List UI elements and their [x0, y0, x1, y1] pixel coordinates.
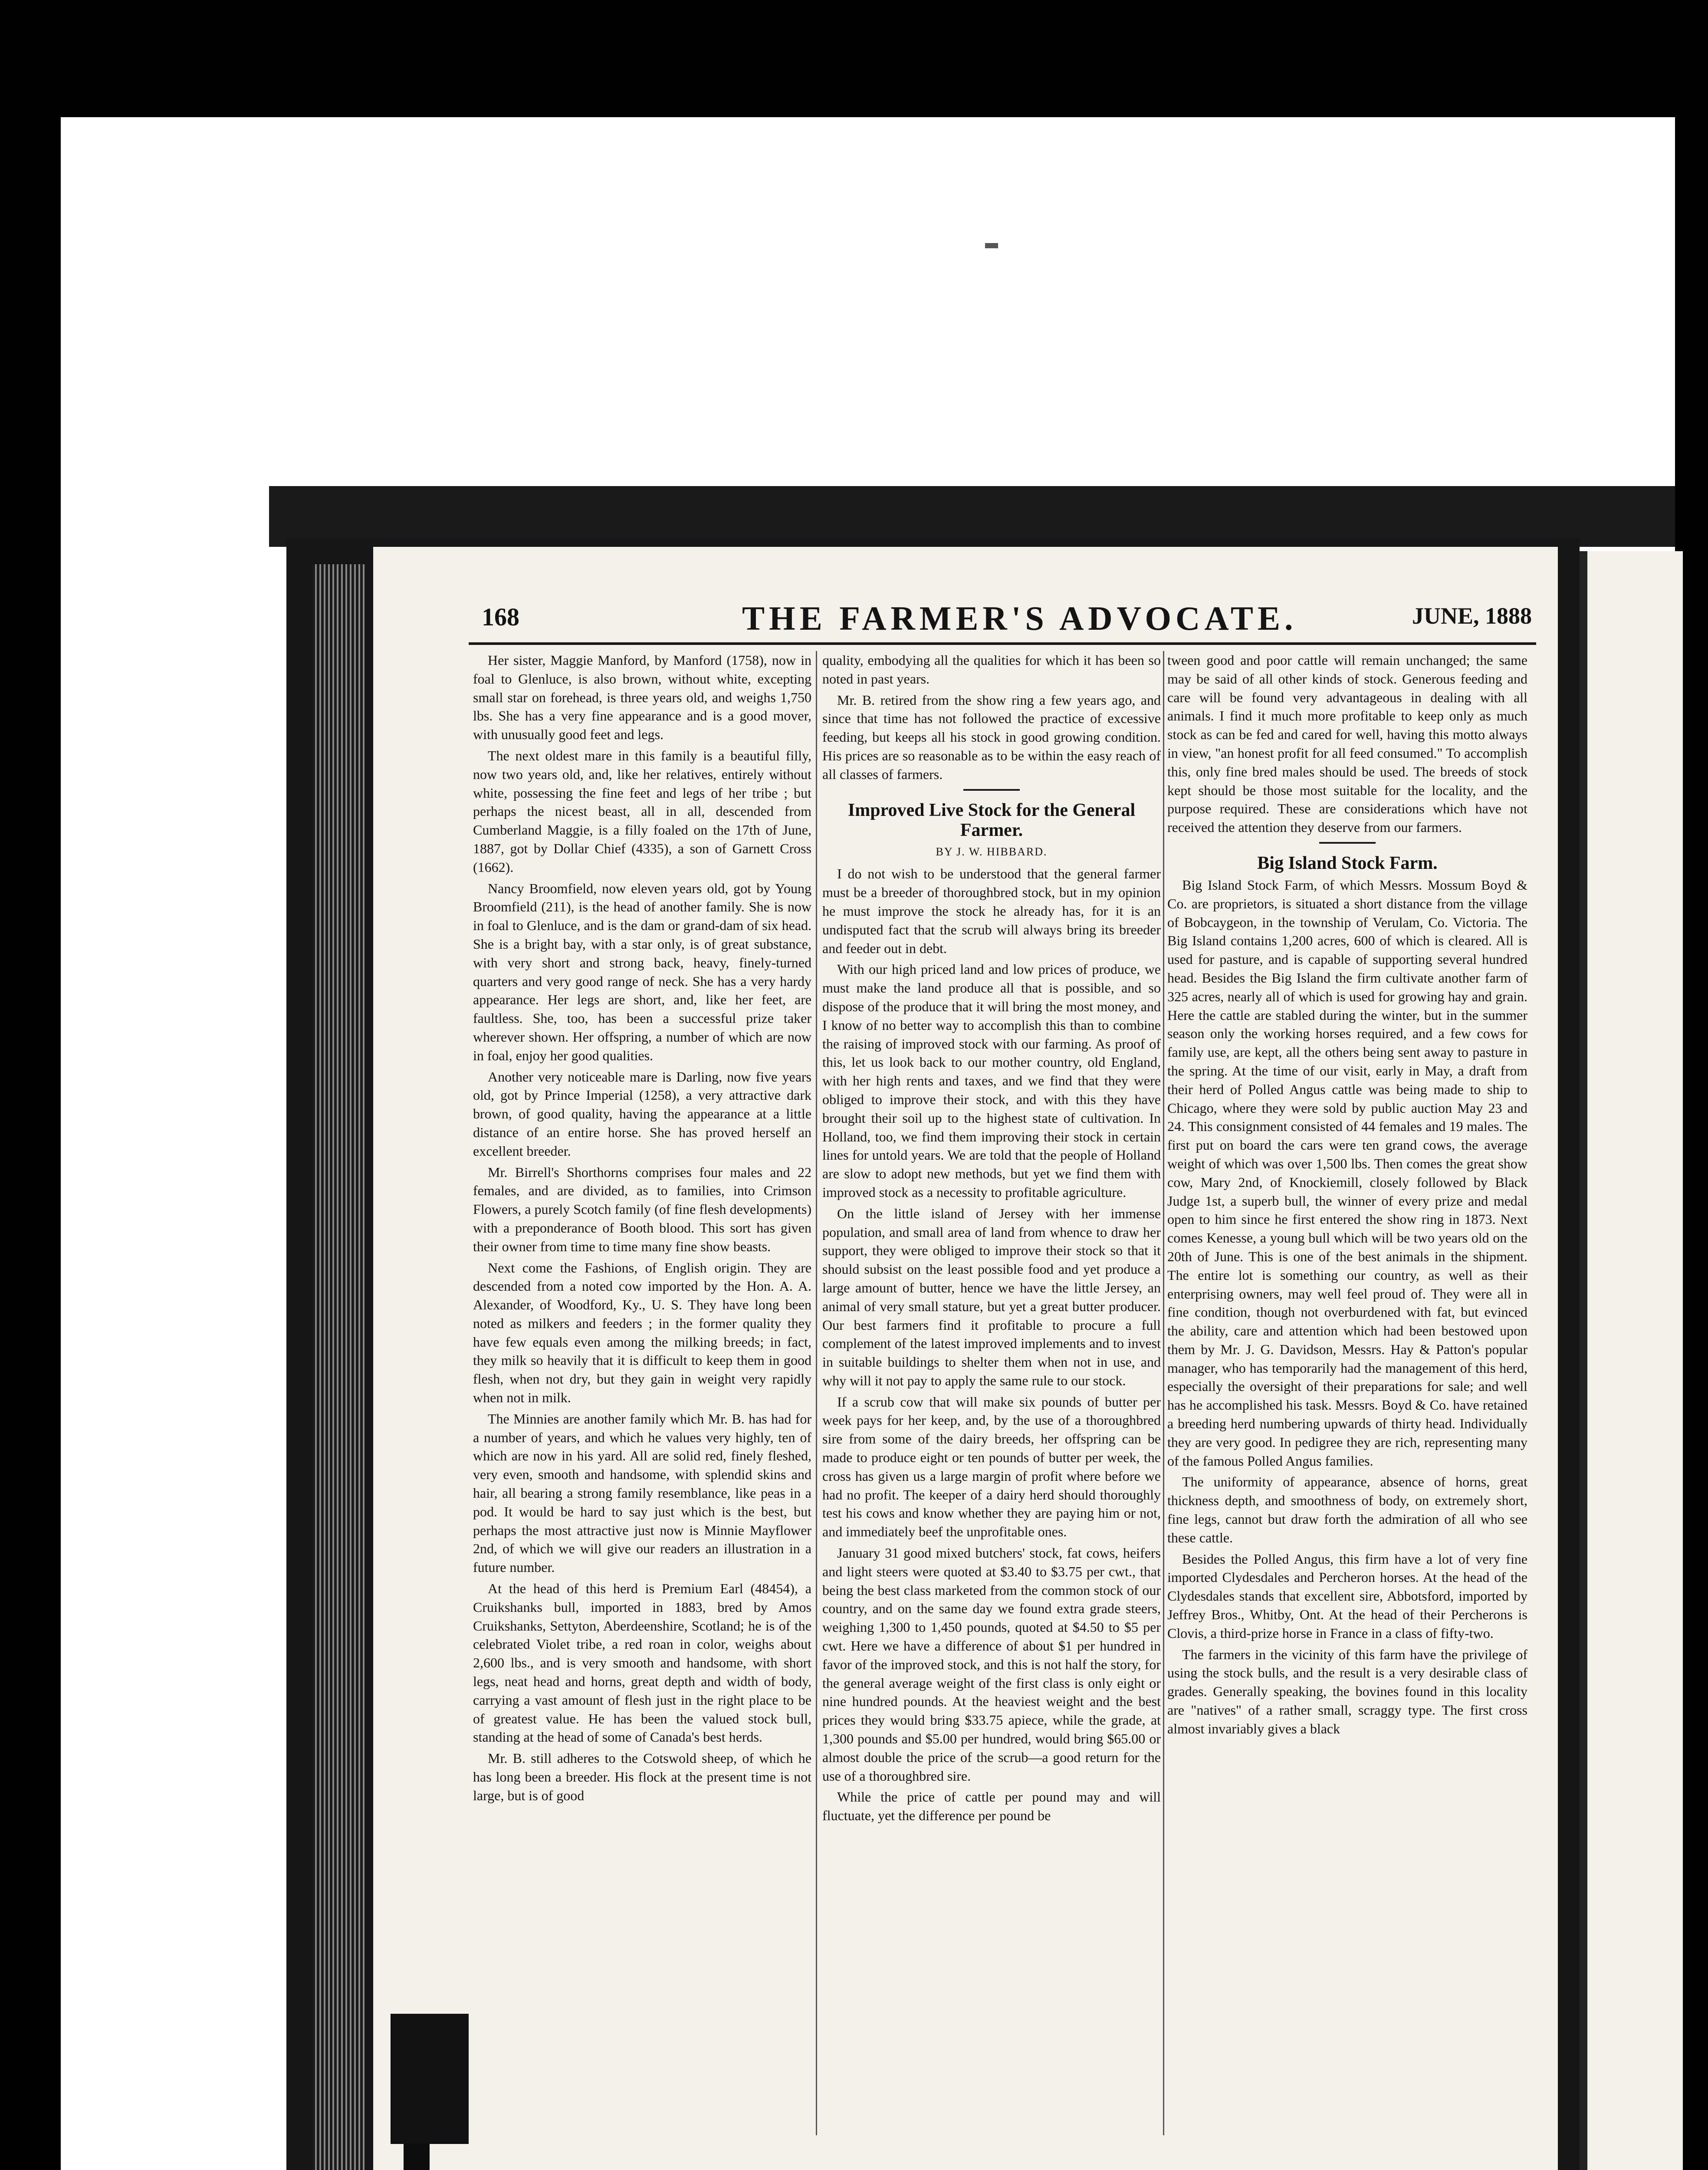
paragraph: Besides the Polled Angus, this firm have a lot of very fine imported Clydesdales and Percheron horses. At the head of the Clydesdales stands that excellent sire, Abbotsford, imported by Jeffrey Bros., Whitby, Ont. At the head of their Percherons is Clovis, a third-prize horse in France in a class of fifty-two. [1167, 1551, 1527, 1641]
article-heading: Big Island Stock Farm. [1257, 853, 1438, 873]
section-rule [1319, 842, 1376, 844]
paragraph: Mr. B. still adheres to the Cotswold sheep, of which he has long been a breeder. His flock at the present time is not large, but is of good [473, 1750, 811, 1803]
column-3 [1167, 651, 1527, 1741]
column-rule [1163, 651, 1164, 2135]
paragraph: tween good and poor cattle will remain unchanged; the same may be said of all other kinds of stock. Generous feeding and care will be found very advantageous in dealing with all animals. I find it much more profitable to keep only as much stock as can be fed and cared for well, having this motto always in view, "an honest profit for all feed consumed." To accomplish this, only fine bred males should be used. The breeds of stock kept should be those most suitable for the locality, and the purpose required. These are considerations which have not received the attention they deserve from our farmers. [1167, 652, 1527, 835]
section-rule [963, 789, 1020, 791]
paragraph: quality, embodying all the qualities for which it has been so noted in past years. [822, 652, 1161, 687]
film-edge [35, 117, 61, 2170]
column-2 [822, 651, 1161, 1828]
column-rule [816, 651, 817, 2135]
paragraph: Mr. B. retired from the show ring a few years ago, and since that time has not followed the practice of excessive feeding, but keeps all his stock in good growing condition. His prices are so reasonable as to be within the easy reach of all classes of farmers. [822, 692, 1161, 782]
issue-date: JUNE, 1888 [1412, 603, 1532, 629]
paragraph: Big Island Stock Farm, of which Messrs. Mossum Boyd & Co. are proprietors, is situated a short distance from the village of Bobcaygeon, in the township of Verulam, Co. Victoria. The Big Island contains 1,200 acres, 600 of which is cleared. All is used for pasture, and is capable of supporting several hundred head. Besides the Big Island the firm cultivate another farm of 325 acres, nearly all of which is used for growing hay and grain. Here the cattle are stabled during the winter, but in the summer season only the working horses required, and a few cows for family use, are kept, all the others being sent away to pasture in the spring. At the time of our visit, early in May, a draft from their herd of Polled Angus cattle was being made to ship to Chicago, where they were sold by public auction May 23 and 24. This consignment consisted of 44 females and 19 males. The first put on board the cars were ten grand cows, the average weight of which was over 1,500 lbs. Then comes the great show cow, Mary 2nd, of Knockiemill, closely followed by Black Judge 1st, a superb bull, the winner of every prize and medal open to him since he first entered the show ring in 1873. Next comes Kenesse, a young bull which will be two years old on the 20th of June. This is one of the best animals in the shipment. The entire lot is something our country, as well as their enterprising owners, may well feel proud of. They were all in fine condition, though not overburdened with fat, but evinced the ability, care and attention which had been bestowed upon them by Mr. J. G. Davidson, Messrs. Hay & Patton's popular manager, who has temporarily had the management of this herd, especially the oversight of their preparations for sale; and well has he accomplished his task. Messrs. Boyd & Co. have retained a breeding herd numbering upwards of thirty head. Individually they are very good. In pedigree they are rich, representing many of the famous Polled Angus families. [1167, 877, 1527, 1469]
paragraph: I do not wish to be understood that the general farmer must be a breeder of thoroughbred stock, but in my opinion he must improve the stock he already has, for it is an undisputed fact that the scrub will always bring its breeder and feeder out in debt. [822, 866, 1161, 956]
paragraph: The next oldest mare in this family is a beautiful filly, now two years old, and, like her relatives, entirely without white, possessing the fine feet and legs of her tribe ; but perhaps the nicest beast, all in all, descended from Cumberland Maggie, is a filly foaled on the 17th of June, 1887, got by Dollar Chief (4335), a son of Garnett Cross (1662). [473, 747, 811, 875]
page-number: 168 [482, 603, 519, 631]
paragraph: The farmers in the vicinity of this farm have the privilege of using the stock bulls, and the result is a very desirable class of grades. Generally speaking, the bovines found in this locality are "natives" of a rather small, scraggy type. The first cross almost invariably gives a black [1167, 1646, 1527, 1736]
paragraph: Nancy Broomfield, now eleven years old, got by Young Broomfield (211), is the head of another family. She is now in foal to Glenluce, and is the dam or grand-dam of six head. She is a bright bay, with a star only, is of great substance, with very short and strong back, heavy, finely-turned quarters and very good range of neck. She has a very hardy appearance. Her legs are short, and, like her feet, are faultless. She, too, has been a successful prize taker wherever shown. Her offspring, a number of which are now in foal, enjoy her good qualities. [473, 880, 811, 1063]
page-clip [391, 2014, 469, 2144]
paragraph: Next come the Fashions, of English origin. They are descended from a noted cow imported by the Hon. A. A. Alexander, of Woodford, Ky., U. S. They have long been noted as milkers and feeders ; in the former quality they have few equals even among the milking breeds; in fact, they milk so heavily that it is difficult to keep them in good flesh, when not dry, but they gain in weight very rapidly when not in milk. [473, 1259, 811, 1406]
facing-page-edge [1580, 551, 1683, 2170]
paragraph: If a scrub cow that will make six pounds of butter per week pays for her keep, and, by the use of a thoroughbred sire from some of the dairy breeds, her offspring can be made to produce eight or ten pounds of butter per week, the cross has given us a large margin of profit where before we had no profit. The keeper of a dairy herd should thoroughly test his cows and know whether they are paying him or not, and immediately beef the unprofitable ones. [822, 1394, 1161, 1540]
paragraph: On the little island of Jersey with her immense population, and small area of land from whence to draw her support, they were obliged to improve their stock so that it should subsist on the least possible food and yet produce a large amount of butter, hence we have the little Jersey, an animal of very small stature, but yet a great butter producer. Our best farmers find it profitable to procure a full complement of the latest improved implements and to invest in suitable buildings to shelter them when not in use, and why will it not pay to apply the same rule to our stock. [822, 1205, 1161, 1388]
masthead-title: THE FARMER'S ADVOCATE. [742, 599, 1297, 637]
article-byline: BY J. W. HIBBARD. [936, 845, 1048, 858]
article-heading: Improved Live Stock for the General Farmer. [847, 800, 1136, 840]
page-stack-edges [312, 564, 365, 2170]
speck [985, 243, 998, 248]
paragraph: Another very noticeable mare is Darling, now five years old, got by Prince Imperial (1258), a very attractive dark brown, of good quality, having the appearance at a little distance of an entire horse. She has proved herself an excellent breeder. [473, 1069, 811, 1159]
paragraph: With our high priced land and low prices of produce, we must make the land produce all that is possible, and so dispose of the produce that it will bring the most money, and I know of no better way to accomplish this than to combine the raising of improved stock with our farming. As proof of this, let us look back to our mother country, old England, with her high rents and taxes, and we find that they were obliged to improve their stock, and with this they have brought their soil up to the highest state of cultivation. In Holland, too, we find them improving their stock in certain lines for untold years. We are told that the people of Holland are slow to adopt new methods, but yet we find them with improved stock as a necessity to profitable agriculture. [822, 961, 1161, 1200]
page-shadow [269, 486, 1675, 547]
paragraph: At the head of this herd is Premium Earl (48454), a Cruikshanks bull, imported in 1883, bred by Amos Cruikshanks, Settyton, Aberdeenshire, Scotland; he is of the celebrated Violet tribe, a red roan in color, weighs about 2,600 lbs., and is very smooth and handsome, with short legs, neat head and horns, great depth and width of body, carrying a vast amount of flesh just in the right place to be of greatest value. He has been the valued stock bull, standing at the head of some of Canada's best herds. [473, 1581, 811, 1745]
paragraph: Mr. Birrell's Shorthorns comprises four males and 22 females, and are divided, as to families, into Crimson Flowers, a purely Scotch family (of fine flesh developments) with a preponderance of Booth blood. This sort has given their owner from time to time many fine show beasts. [473, 1164, 811, 1254]
paragraph: The uniformity of appearance, absence of horns, great thickness depth, and smoothness of body, on extremely short, fine legs, cannot but draw forth the admiration of all who see these cattle. [1167, 1474, 1527, 1545]
clip-stem [404, 2144, 430, 2170]
paragraph: While the price of cattle per pound may and will fluctuate, yet the difference per pound be [822, 1789, 1161, 1824]
column-1 [473, 651, 811, 1808]
paragraph: January 31 good mixed butchers' stock, fat cows, heifers and light steers were quoted at $3.40 to $3.75 per cwt., that being the best class marketed from the common stock of our country, and on the same day we found extra grade steers, weighing 1,300 to 1,450 pounds, quoted at $4.50 to $5 per cwt. Here we have a difference of about $1 per hundred in favor of the improved stock, and this is not half the story, for the general average weight of the first class is only eight or nine hundred pounds. At the heaviest weight and the best prices they would bring $33.75 apiece, while the grade, at 1,300 pounds and $5.00 per hundred, would bring $65.00 or almost double the price of the scrub—a good return for the use of a thoroughbred sire. [822, 1545, 1161, 1784]
paragraph: The Minnies are another family which Mr. B. has had for a number of years, and which he values very highly, ten of which are now in his yard. All are solid red, finely fleshed, very even, smooth and handsome, with splendid skins and hair, all bearing a strong family resemblance, like peas in a pod. It would be hard to say just which is the best, but perhaps the most attractive just now is Minnie Mayflower 2nd, of which we will give our readers an illustration in a future number. [473, 1410, 811, 1575]
page-header [482, 599, 1532, 638]
header-rule [469, 642, 1536, 645]
paragraph: Her sister, Maggie Manford, by Manford (1758), now in foal to Glenluce, is also brown, without white, excepting small star on forehead, is three years old, and weighs 1,750 lbs. She has a very fine appearance and is a good mover, with unusually good feet and legs. [473, 652, 811, 743]
